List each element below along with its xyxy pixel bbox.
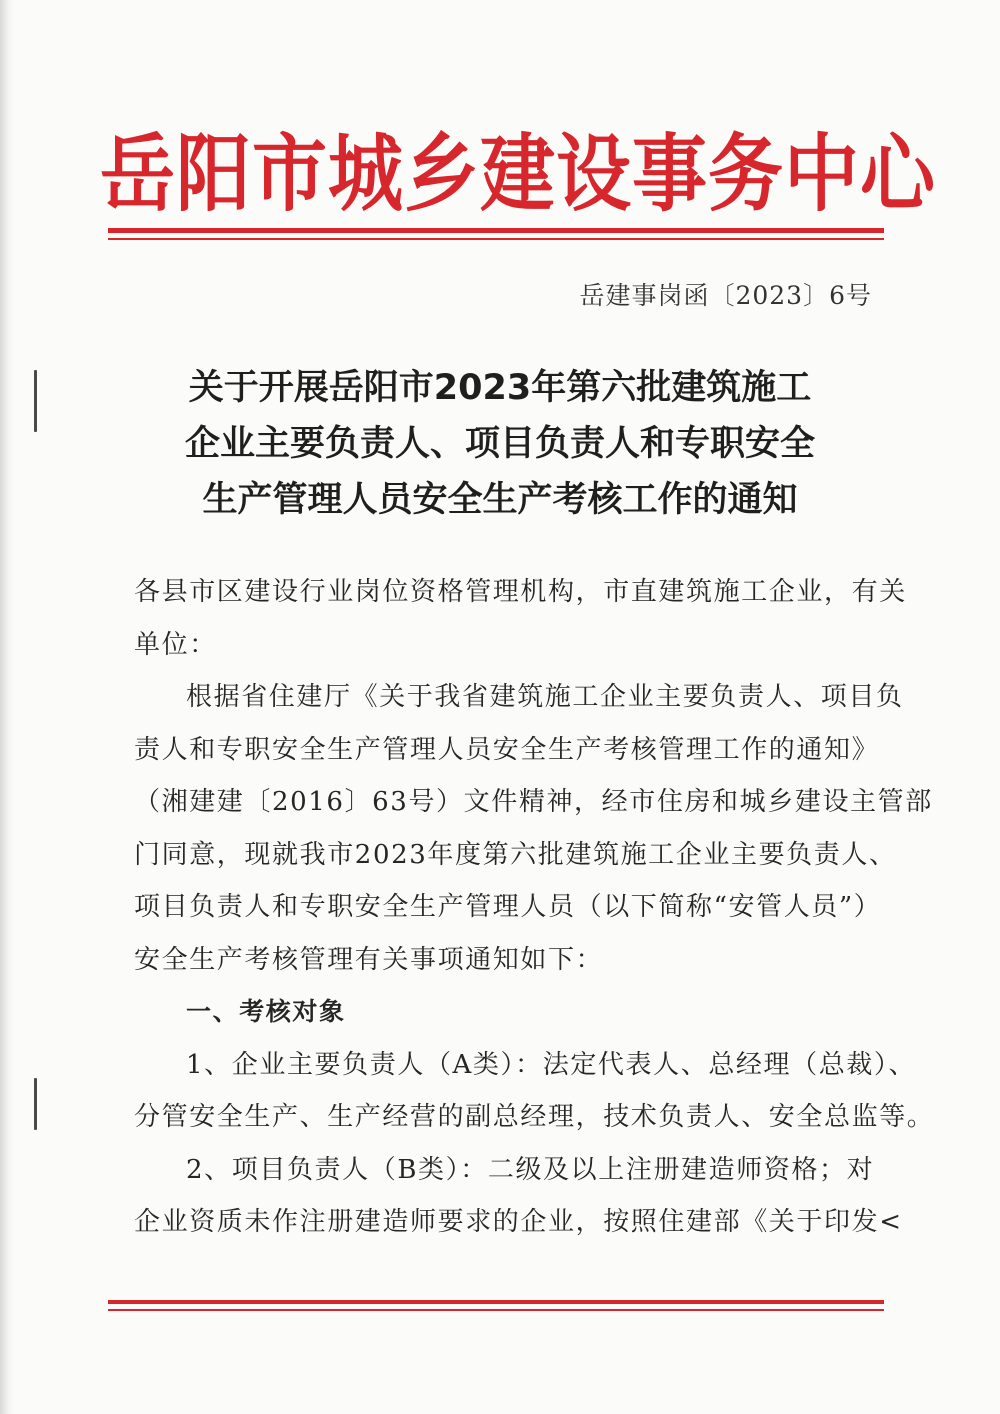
document-body [134,566,935,1249]
body-line: 2、项目负责人（B类）：二级及以上注册建造师资格；对 [186,1154,875,1185]
body-line: 门同意，现就我市2023年度第六批建筑施工企业主要负责人、 [134,839,897,870]
document-title [130,360,870,528]
body-line: 分管安全生产、生产经营的副总经理，技术负责人、安全总监等。 [134,1102,935,1132]
letterhead-org-name: 岳阳市城乡建设事务中心 [100,124,937,224]
title-line: 生产管理人员安全生产考核工作的通知 [202,480,798,520]
letterhead-red-rule-thin [108,238,884,240]
body-line: 安全生产考核管理有关事项通知如下： [134,944,604,975]
body-line: 1、企业主要负责人（A类）：法定代表人、总经理（总裁）、 [186,1049,917,1080]
page-edge-shadow [0,0,14,1414]
body-line: 企业资质未作注册建造师要求的企业，按照住建部《关于印发< [134,1207,903,1237]
title-line: 企业主要负责人、项目负责人和专职安全 [184,424,815,464]
footer-red-rule-thick [108,1300,884,1304]
body-line: 根据省住建厅《关于我省建筑施工企业主要负责人、项目负 [186,682,904,712]
body-line-addressee: 各县市区建设行业岗位资格管理机构，市直建筑施工企业，有关 [134,577,907,607]
body-line: 责人和专职安全生产管理人员安全生产考核管理工作的通知》 [134,734,880,765]
body-line: 项目负责人和专职安全生产管理人员（以下简称“安管人员”） [134,892,882,922]
document-number: 岳建事岗函〔2023〕6号 [579,281,872,310]
title-line: 关于开展岳阳市2023年第六批建筑施工 [188,368,812,408]
section-heading: 一、考核对象 [186,997,346,1026]
binding-mark-bottom [34,1078,37,1130]
body-line: （湘建建〔2016〕63号）文件精神，经市住房和城乡建设主管部 [134,787,933,817]
footer-red-rule-thin [108,1309,884,1311]
binding-mark-top [34,370,37,432]
body-line-addressee: 单位： [134,629,217,660]
letterhead-red-rule-thick [108,228,884,233]
